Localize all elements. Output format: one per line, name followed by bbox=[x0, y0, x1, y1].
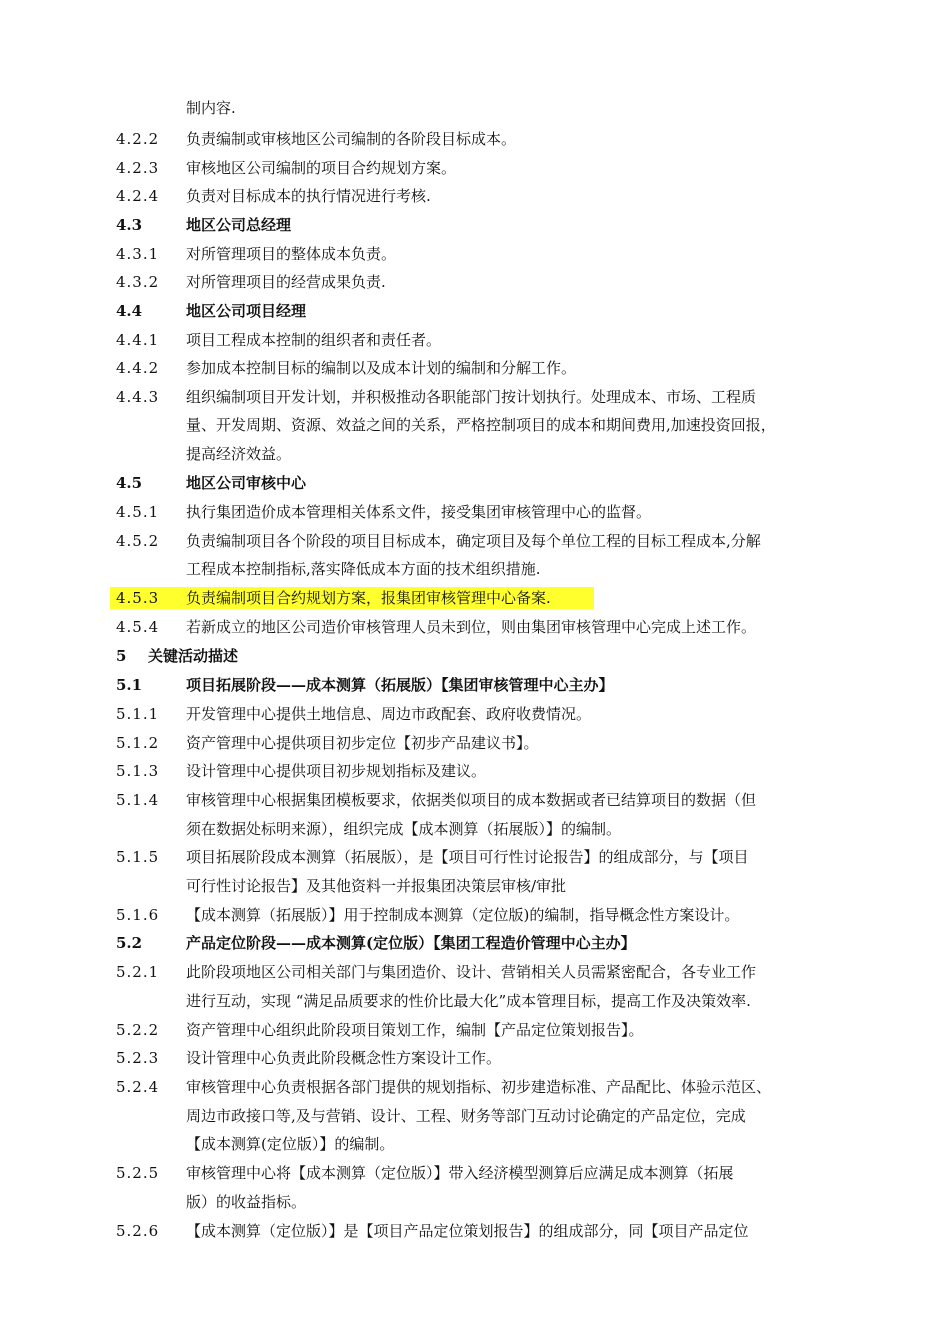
line-text: 量、开发周期、资源、效益之间的关系，严格控制项目的成本和期间费用,加速投资回报， bbox=[186, 416, 776, 434]
text-line-continuation bbox=[0, 411, 950, 439]
clause-4-4-3 bbox=[0, 383, 950, 411]
clause-4-5-2 bbox=[0, 527, 950, 555]
clause-5-2-2 bbox=[0, 1016, 950, 1044]
clause-4-2-3 bbox=[0, 154, 950, 182]
clause-5-1-4 bbox=[0, 786, 950, 814]
section-number: 4.3 bbox=[116, 216, 143, 234]
clause-text: 项目工程成本控制的组织者和责任者。 bbox=[186, 331, 442, 349]
clause-number: 4.3.2 bbox=[116, 273, 160, 291]
clause-number: 4.5.3 bbox=[116, 589, 160, 607]
clause-5-2-5 bbox=[0, 1159, 950, 1187]
clause-number: 5.1.1 bbox=[116, 705, 160, 723]
clause-number: 4.5.1 bbox=[116, 503, 160, 521]
section-title: 项目拓展阶段——成本测算（拓展版）【集团审核管理中心主办】 bbox=[186, 676, 614, 694]
clause-5-1-6 bbox=[0, 901, 950, 929]
clause-text: 资产管理中心提供项目初步定位【初步产品建议书】。 bbox=[186, 734, 539, 752]
text-line-continuation bbox=[0, 94, 950, 122]
clause-text: 参加成本控制目标的编制以及成本计划的编制和分解工作。 bbox=[186, 359, 577, 377]
section-title: 地区公司项目经理 bbox=[186, 302, 307, 320]
clause-4-4-2 bbox=[0, 354, 950, 382]
clause-5-1-3 bbox=[0, 757, 950, 785]
clause-text: 执行集团造价成本管理相关体系文件，接受集团审核管理中心的监督。 bbox=[186, 503, 652, 521]
clause-number: 4.2.3 bbox=[116, 159, 160, 177]
line-text: 周边市政接口等,及与营销、设计、工程、财务等部门互动讨论确定的产品定位，完成 bbox=[186, 1107, 746, 1125]
clause-5-1-2 bbox=[0, 729, 950, 757]
clause-4-5-4 bbox=[0, 613, 950, 641]
clause-4-5-1 bbox=[0, 498, 950, 526]
clause-number: 4.4.3 bbox=[116, 388, 160, 406]
clause-number: 4.5.2 bbox=[116, 532, 160, 550]
section-title: 关键活动描述 bbox=[148, 647, 239, 665]
clause-text: 审核管理中心负责根据各部门提供的规划指标、初步建造标准、产品配比、体验示范区、 bbox=[186, 1078, 772, 1096]
clause-4-2-4 bbox=[0, 182, 950, 210]
section-heading-5-2 bbox=[0, 929, 950, 957]
clause-5-2-6 bbox=[0, 1217, 950, 1245]
text-line-continuation bbox=[0, 1188, 950, 1216]
clause-text: 负责编制项目各个阶段的项目目标成本，确定项目及每个单位工程的目标工程成本,分解 bbox=[186, 532, 761, 550]
clause-text: 开发管理中心提供土地信息、周边市政配套、政府收费情况。 bbox=[186, 705, 592, 723]
clause-number: 5.2.5 bbox=[116, 1164, 160, 1182]
line-text: 制内容. bbox=[186, 99, 236, 117]
clause-4-3-2 bbox=[0, 268, 950, 296]
line-text: 提高经济效益。 bbox=[186, 445, 292, 463]
clause-text: 负责编制或审核地区公司编制的各阶段目标成本。 bbox=[186, 130, 517, 148]
clause-text: 【成本测算（拓展版）】用于控制成本测算（定位版)的编制，指导概念性方案设计。 bbox=[186, 906, 740, 924]
clause-text: 资产管理中心组织此阶段项目策划工作，编制【产品定位策划报告】。 bbox=[186, 1021, 644, 1039]
clause-number: 5.1.5 bbox=[116, 848, 160, 866]
section-heading-4-5 bbox=[0, 469, 950, 497]
clause-text: 若新成立的地区公司造价审核管理人员未到位，则由集团审核管理中心完成上述工作。 bbox=[186, 618, 757, 636]
clause-number: 4.5.4 bbox=[116, 618, 160, 636]
clause-text: 审核管理中心根据集团模板要求，依据类似项目的成本数据或者已结算项目的数据（但 bbox=[186, 791, 757, 809]
text-line-continuation bbox=[0, 987, 950, 1015]
line-text: 可行性讨论报告】及其他资料一并报集团决策层审核/审批 bbox=[186, 877, 567, 895]
clause-number: 4.3.1 bbox=[116, 245, 160, 263]
clause-text: 负责对目标成本的执行情况进行考核. bbox=[186, 187, 431, 205]
clause-number: 5.2.1 bbox=[116, 963, 160, 981]
section-heading-4-3 bbox=[0, 211, 950, 239]
clause-5-1-5 bbox=[0, 843, 950, 871]
section-title: 地区公司审核中心 bbox=[186, 474, 307, 492]
clause-text: 此阶段项地区公司相关部门与集团造价、设计、营销相关人员需紧密配合，各专业工作 bbox=[186, 963, 757, 981]
clause-4-4-1 bbox=[0, 326, 950, 354]
section-title: 产品定位阶段——成本测算(定位版）【集团工程造价管理中心主办】 bbox=[186, 934, 636, 952]
line-text: 须在数据处标明来源），组织完成【成本测算（拓展版）】的编制。 bbox=[186, 820, 622, 838]
clause-number: 5.1.3 bbox=[116, 762, 160, 780]
section-heading-5-1 bbox=[0, 671, 950, 699]
clause-number: 4.4.1 bbox=[116, 331, 160, 349]
clause-4-2-2 bbox=[0, 125, 950, 153]
clause-number: 5.2.2 bbox=[116, 1021, 160, 1039]
clause-5-2-4 bbox=[0, 1073, 950, 1101]
clause-5-1-1 bbox=[0, 700, 950, 728]
section-number: 4.5 bbox=[116, 474, 143, 492]
line-text: 进行互动，实现 “满足品质要求的性价比最大化”成本管理目标，提高工作及决策效率. bbox=[186, 992, 751, 1010]
clause-number: 5.1.2 bbox=[116, 734, 160, 752]
line-text: 版）的收益指标。 bbox=[186, 1193, 307, 1211]
line-text: 【成本测算(定位版）】的编制。 bbox=[186, 1135, 395, 1153]
clause-number: 4.2.4 bbox=[116, 187, 160, 205]
clause-text: 对所管理项目的经营成果负责. bbox=[186, 273, 386, 291]
section-number: 4.4 bbox=[116, 302, 143, 320]
text-line-continuation bbox=[0, 1130, 950, 1158]
clause-4-3-1 bbox=[0, 240, 950, 268]
clause-text: 组织编制项目开发计划，并积极推动各职能部门按计划执行。处理成本、市场、工程质 bbox=[186, 388, 757, 406]
clause-text: 【成本测算（定位版）】是【项目产品定位策划报告】的组成部分，同【项目产品定位 bbox=[186, 1222, 749, 1240]
clause-number: 5.2.4 bbox=[116, 1078, 160, 1096]
text-line-continuation bbox=[0, 872, 950, 900]
text-line-continuation bbox=[0, 555, 950, 583]
clause-text: 负责编制项目合约规划方案，报集团审核管理中心备案. bbox=[186, 589, 551, 607]
line-text: 工程成本控制指标,落实降低成本方面的技术组织措施. bbox=[186, 560, 541, 578]
clause-text: 设计管理中心负责此阶段概念性方案设计工作。 bbox=[186, 1049, 502, 1067]
section-number: 5.1 bbox=[116, 676, 143, 694]
clause-number: 5.2.6 bbox=[116, 1222, 160, 1240]
clause-number: 5.1.6 bbox=[116, 906, 160, 924]
section-number: 5.2 bbox=[116, 934, 143, 952]
text-line-continuation bbox=[0, 1102, 950, 1130]
clause-5-2-1 bbox=[0, 958, 950, 986]
section-number: 5 bbox=[116, 647, 127, 665]
section-heading-4-4 bbox=[0, 297, 950, 325]
clause-4-5-3-highlighted bbox=[0, 584, 950, 612]
clause-text: 审核地区公司编制的项目合约规划方案。 bbox=[186, 159, 457, 177]
clause-number: 5.2.3 bbox=[116, 1049, 160, 1067]
clause-text: 项目拓展阶段成本测算（拓展版），是【项目可行性讨论报告】的组成部分，与【项目 bbox=[186, 848, 749, 866]
clause-number: 4.2.2 bbox=[116, 130, 160, 148]
section-title: 地区公司总经理 bbox=[186, 216, 292, 234]
clause-number: 5.1.4 bbox=[116, 791, 160, 809]
clause-number: 4.4.2 bbox=[116, 359, 160, 377]
clause-text: 审核管理中心将【成本测算（定位版）】带入经济模型测算后应满足成本测算（拓展 bbox=[186, 1164, 734, 1182]
clause-text: 对所管理项目的整体成本负责。 bbox=[186, 245, 397, 263]
clause-text: 设计管理中心提供项目初步规划指标及建议。 bbox=[186, 762, 487, 780]
section-heading-5 bbox=[0, 642, 950, 670]
clause-5-2-3 bbox=[0, 1044, 950, 1072]
text-line-continuation bbox=[0, 440, 950, 468]
text-line-continuation bbox=[0, 815, 950, 843]
